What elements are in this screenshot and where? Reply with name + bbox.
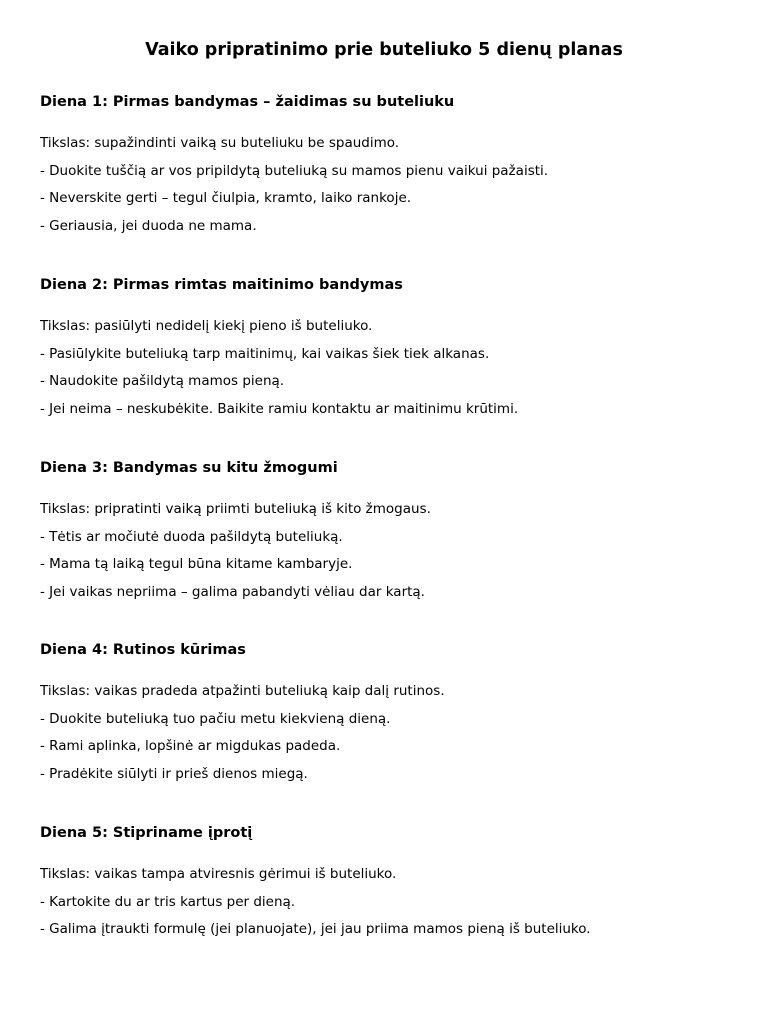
- day-3-step-2: - Mama tą laiką tegul būna kitame kambaryje.: [40, 556, 353, 572]
- day-2-step-3: - Jei neima – neskubėkite. Baikite ramiu kontaktu ar maitinimu krūtimi.: [40, 400, 519, 417]
- day-1-heading: Diena 1: Pirmas bandymas – žaidimas su buteliuku: [40, 94, 455, 110]
- day-2-section: [40, 275, 740, 419]
- day-3-step-1: - Tėtis ar močiutė duoda pašildytą buteliuką.: [40, 528, 343, 545]
- day-3-section: [40, 458, 740, 602]
- day-4-step-3: - Pradėkite siūlyti ir prieš dienos miegą.: [40, 765, 308, 782]
- day-1-step-2: - Neverskite gerti – tegul čiulpia, kramto, laiko rankoje.: [40, 190, 412, 206]
- day-5-heading: Diena 5: Stipriname įprotį: [40, 825, 253, 841]
- day-3-step-3: - Jei vaikas nepriima – galima pabandyti vėliau dar kartą.: [40, 583, 425, 600]
- day-5-section: [40, 823, 740, 939]
- day-1-section: [40, 92, 740, 236]
- day-5-step-1: - Kartokite du ar tris kartus per dieną.: [40, 893, 296, 910]
- day-2-step-2: - Naudokite pašildytą mamos pieną.: [40, 373, 285, 389]
- day-1-step-3: - Geriausia, jei duoda ne mama.: [40, 217, 257, 234]
- day-4-heading: Diena 4: Rutinos kūrimas: [40, 642, 246, 658]
- day-2-step-1: - Pasiūlykite buteliuką tarp maitinimų, kai vaikas šiek tiek alkanas.: [40, 345, 490, 362]
- day-3-heading: Diena 3: Bandymas su kitu žmogumi: [40, 460, 338, 476]
- day-2-heading: Diena 2: Pirmas rimtas maitinimo bandymas: [40, 277, 403, 293]
- day-5-goal: Tikslas: vaikas tampa atviresnis gėrimui iš buteliuko.: [40, 866, 397, 882]
- day-4-step-1: - Duokite buteliuką tuo pačiu metu kiekvieną dieną.: [40, 710, 391, 727]
- day-4-step-2: - Rami aplinka, lopšinė ar migdukas padeda.: [40, 738, 341, 754]
- day-3-goal: Tikslas: pripratinti vaiką priimti buteliuką iš kito žmogaus.: [40, 501, 431, 517]
- document-title: Vaiko pripratinimo prie buteliuko 5 dienų planas: [145, 40, 623, 60]
- day-1-goal: Tikslas: supažindinti vaiką su buteliuku be spaudimo.: [40, 135, 400, 151]
- day-5-step-2: - Galima įtraukti formulę (jei planuojate), jei jau priima mamos pieną iš buteliuko.: [40, 921, 591, 937]
- day-1-step-1: - Duokite tuščią ar vos pripildytą buteliuką su mamos pienu vaikui pažaisti.: [40, 162, 549, 179]
- day-4-goal: Tikslas: vaikas pradeda atpažinti buteliuką kaip dalį rutinos.: [40, 683, 445, 699]
- day-4-section: [40, 640, 740, 784]
- day-2-goal: Tikslas: pasiūlyti nedidelį kiekį pieno iš buteliuko.: [40, 318, 373, 334]
